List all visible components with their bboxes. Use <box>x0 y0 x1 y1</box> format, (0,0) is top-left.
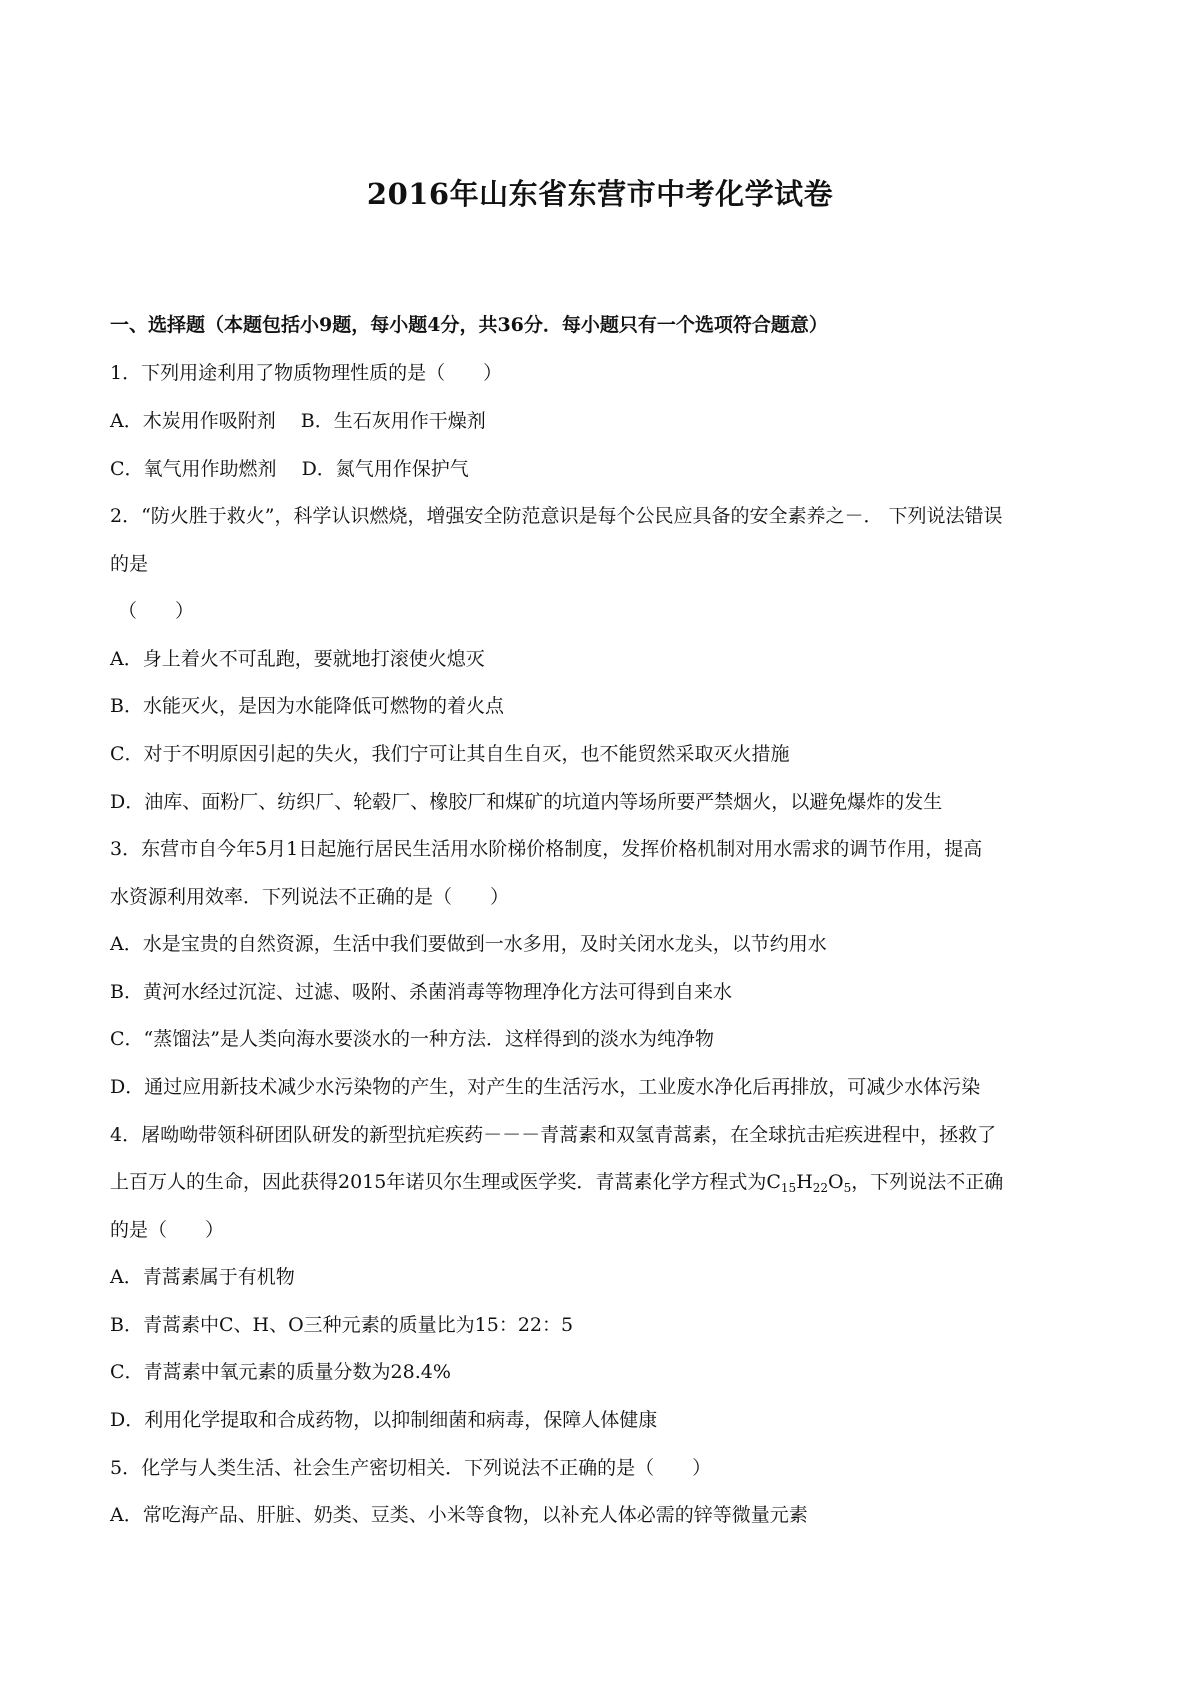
question-4-stem-line3: 的是（ ） <box>110 1219 225 1241</box>
question-2-option-c: C．对于不明原因引起的失火，我们宁可让其自生自灭，也不能贸然采取灭火措施 <box>110 743 790 765</box>
question-1-options-row1: A．木炭用作吸附剂 B．生石灰用作干燥剂 <box>110 410 486 432</box>
formula-subscript-h: 22 <box>812 1181 829 1195</box>
formula-element-h: H <box>796 1171 813 1193</box>
question-3-option-b: B．黄河水经过沉淀、过滤、吸附、杀菌消毒等物理净化方法可得到自来水 <box>110 981 732 1003</box>
question-2-option-d: D．油库、面粉厂、纺织厂、轮毂厂、橡胶厂和煤矿的坑道内等场所要严禁烟火，以避免爆炸的发生 <box>110 791 943 813</box>
question-4-option-c: C．青蒿素中氧元素的质量分数为28.4% <box>110 1361 451 1383</box>
question-2-stem-line1: 2．“防火胜于救火”，科学认识燃烧，增强安全防范意识是每个公民应具备的安全素养之－． 下列说法错误 <box>110 505 1003 527</box>
exam-title: 2016年山东省东营市中考化学试卷 <box>366 177 834 211</box>
question-5-stem: 5．化学与人类生活、社会生产密切相关．下列说法不正确的是（ ） <box>110 1457 712 1479</box>
formula-element-o: O <box>828 1171 844 1193</box>
formula-subscript-o: 5 <box>843 1181 852 1195</box>
question-3-stem-line1: 3．东营市自今年5月1日起施行居民生活用水阶梯价格制度，发挥价格机制对用水需求的调节作用，提高 <box>110 838 983 860</box>
question-4-stem-line2 <box>110 1167 1003 1194</box>
question-3-option-c: C．“蒸馏法”是人类向海水要淡水的一种方法．这样得到的淡水为纯净物 <box>110 1028 714 1050</box>
question-3-option-d: D．通过应用新技术减少水污染物的产生，对产生的生活污水，工业废水净化后再排放，可减少水体污染 <box>110 1076 981 1098</box>
question-1-options-row2: C．氧气用作助燃剂 D．氮气用作保护气 <box>110 458 469 480</box>
question-1-stem: 1．下列用途利用了物质物理性质的是（ ） <box>110 362 503 384</box>
question-4-option-b: B．青蒿素中C、H、O三种元素的质量比为15：22：5 <box>110 1314 574 1336</box>
question-4-stem-line1: 4．屠呦呦带领科研团队研发的新型抗疟疾药－－－青蒿素和双氢青蒿素，在全球抗击疟疾进程中，拯救了 <box>110 1124 997 1146</box>
formula-subscript-c: 15 <box>780 1181 797 1195</box>
question-4-option-d: D．利用化学提取和合成药物，以抑制细菌和病毒，保障人体健康 <box>110 1409 658 1431</box>
question-2-stem-line2: 的是 <box>110 553 149 575</box>
question-4-stem-line2-pre: 上百万人的生命，因此获得2015年诺贝尔生理或医学奖．青蒿素化学方程式为C <box>110 1171 781 1193</box>
question-2-option-b: B．水能灭火，是因为水能降低可燃物的着火点 <box>110 695 504 717</box>
section-heading: 一、选择题（本题包括小9题，每小题4分，共36分．每小题只有一个选项符合题意） <box>110 314 828 336</box>
question-4-option-a: A．青蒿素属于有机物 <box>110 1266 295 1288</box>
question-3-option-a: A．水是宝贵的自然资源，生活中我们要做到一水多用，及时关闭水龙头，以节约用水 <box>110 933 827 955</box>
question-2-stem-line3: （ ） <box>118 600 195 622</box>
question-2-option-a: A．身上着火不可乱跑，要就地打滚使火熄灭 <box>110 648 485 670</box>
question-4-stem-line2-post: ，下列说法不正确 <box>851 1171 1004 1193</box>
question-5-option-a: A．常吃海产品、肝脏、奶类、豆类、小米等食物，以补充人体必需的锌等微量元素 <box>110 1504 808 1526</box>
question-3-stem-line2: 水资源利用效率．下列说法不正确的是（ ） <box>110 886 510 908</box>
